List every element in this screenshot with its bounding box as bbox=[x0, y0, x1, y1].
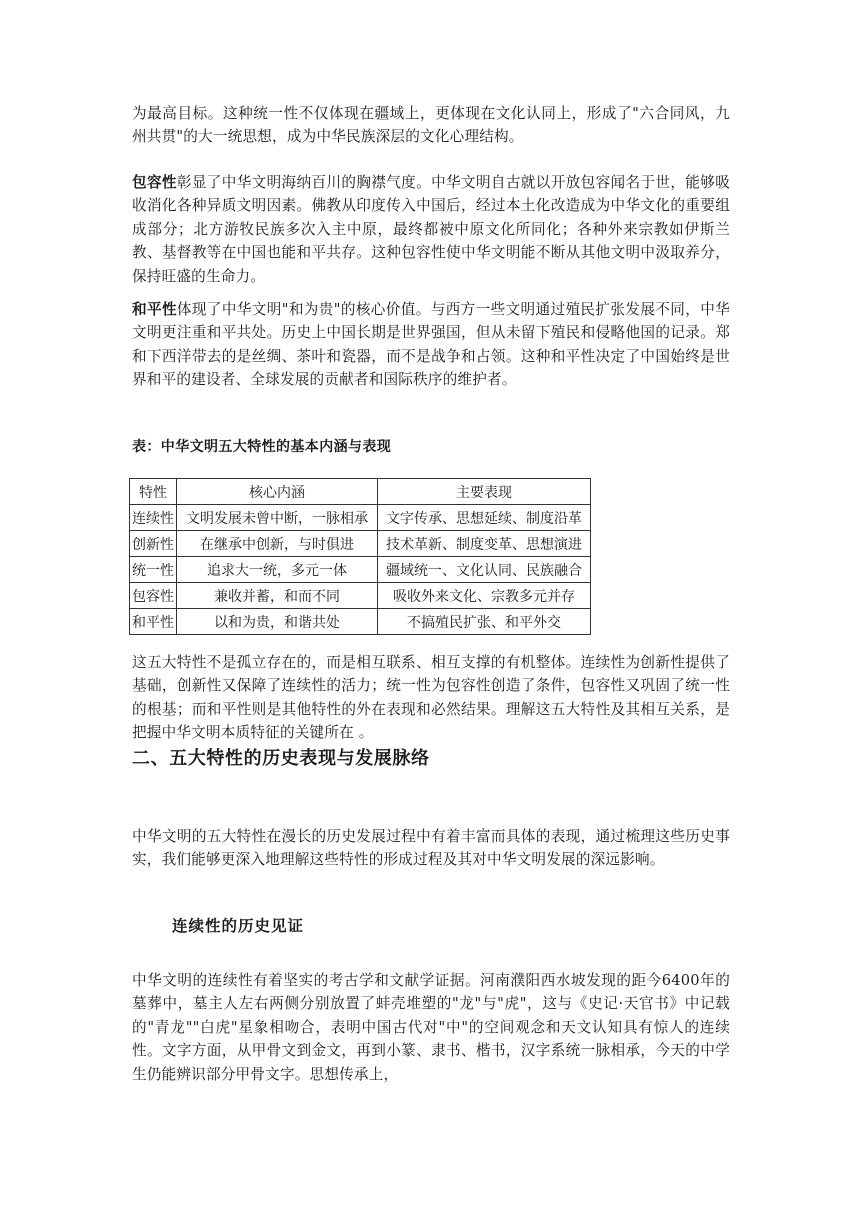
table-cell: 疆域统一、文化认同、民族融合 bbox=[378, 557, 591, 583]
paragraph-peacefulness bbox=[132, 298, 730, 392]
table-cell: 和平性 bbox=[130, 609, 177, 635]
table-header-cell: 核心内涵 bbox=[177, 479, 378, 505]
table-cell: 不搞殖民扩张、和平外交 bbox=[378, 609, 591, 635]
table-row bbox=[130, 609, 591, 635]
table-row bbox=[130, 557, 591, 583]
table-cell: 追求大一统，多元一体 bbox=[177, 557, 378, 583]
term-peacefulness: 和平性 bbox=[132, 301, 177, 318]
table-header-cell: 主要表现 bbox=[378, 479, 591, 505]
table-cell: 包容性 bbox=[130, 583, 177, 609]
table-cell: 吸收外来文化、宗教多元并存 bbox=[378, 583, 591, 609]
subsection-heading: 连续性的历史见证 bbox=[172, 917, 305, 935]
table-cell: 统一性 bbox=[130, 557, 177, 583]
paragraph-continuity-evidence: 中华文明的连续性有着坚实的考古学和文献学证据。河南濮阳西水坡发现的距今6400年的墓葬中，墓主人左右两侧分别放置了蚌壳堆塑的"龙"与"虎"，这与《史记·天官书》中记载的"青龙""白虎"星象相吻合，表明中国古代对"中"的空间观念和天文认知具有惊人的连续性。文字方面，从甲骨文到金文，再到小篆、隶书、楷书，汉字系统一脉相承，今天的中学生仍能辨识部分甲骨文字。思想传承上， bbox=[132, 972, 730, 1083]
table-cell: 连续性 bbox=[130, 505, 177, 531]
characteristics-table bbox=[129, 478, 591, 635]
paragraph-inclusiveness-text: 彰显了中华文明海纳百川的胸襟气度。中华文明自古就以开放包容闻名于世，能够吸收消化各种异质文明因素。佛教从印度传入中国后，经过本土化改造成为中华文化的重要组成部分；北方游牧民族多次入主中原，最终都被中原文化所同化；各种外来宗教如伊斯兰教、基督教等在中国也能和平共存。这种包容性使中华文明能不断从其他文明中汲取养分，保持旺盛的生命力。 bbox=[132, 174, 731, 285]
paragraph-peacefulness-text: 体现了中华文明"和为贵"的核心价值。与西方一些文明通过殖民扩张发展不同，中华文明更注重和平共处。历史上中国长期是世界强国，但从未留下殖民和侵略他国的记录。郑和下西洋带去的是丝绸、茶叶和瓷器，而不是战争和占领。这种和平性决定了中国始终是世界和平的建设者、全球发展的贡献者和国际秩序的维护者。 bbox=[132, 301, 730, 389]
table-row bbox=[130, 505, 591, 531]
table-row bbox=[130, 583, 591, 609]
table-cell: 文明发展未曾中断，一脉相承 bbox=[177, 505, 378, 531]
table-cell: 技术革新、制度变革、思想演进 bbox=[378, 531, 591, 557]
table-header-cell: 特性 bbox=[130, 479, 177, 505]
section-heading: 二、五大特性的历史表现与发展脉络 bbox=[132, 748, 430, 769]
table-cell: 创新性 bbox=[130, 531, 177, 557]
table-cell: 文字传承、思想延续、制度沿革 bbox=[378, 505, 591, 531]
table-cell: 以和为贵，和谐共处 bbox=[177, 609, 378, 635]
paragraph-inclusiveness bbox=[132, 171, 730, 288]
table-cell: 兼收并蓄，和而不同 bbox=[177, 583, 378, 609]
table-cell: 在继承中创新，与时俱进 bbox=[177, 531, 378, 557]
paragraph-summary: 这五大特性不是孤立存在的，而是相互联系、相互支撑的有机整体。连续性为创新性提供了基础，创新性又保障了连续性的活力；统一性为包容性创造了条件，包容性又巩固了统一性的根基；而和平性则是其他特性的外在表现和必然结果。理解这五大特性及其相互关系，是把握中华文明本质特征的关键所在 。 bbox=[132, 654, 730, 742]
paragraph-unity-ending: 为最高目标。这种统一性不仅体现在疆域上，更体现在文化认同上，形成了"六合同风，九州共贯"的大一统思想，成为中华民族深层的文化心理结构。 bbox=[132, 105, 730, 146]
table-header-row bbox=[130, 479, 591, 505]
table-row bbox=[130, 531, 591, 557]
table-caption: 表：中华文明五大特性的基本内涵与表现 bbox=[132, 439, 392, 455]
term-inclusiveness: 包容性 bbox=[132, 174, 177, 191]
paragraph-section-intro: 中华文明的五大特性在漫长的历史发展过程中有着丰富而具体的表现，通过梳理这些历史事实，我们能够更深入地理解这些特性的形成过程及其对中华文明发展的深远影响。 bbox=[132, 828, 730, 869]
